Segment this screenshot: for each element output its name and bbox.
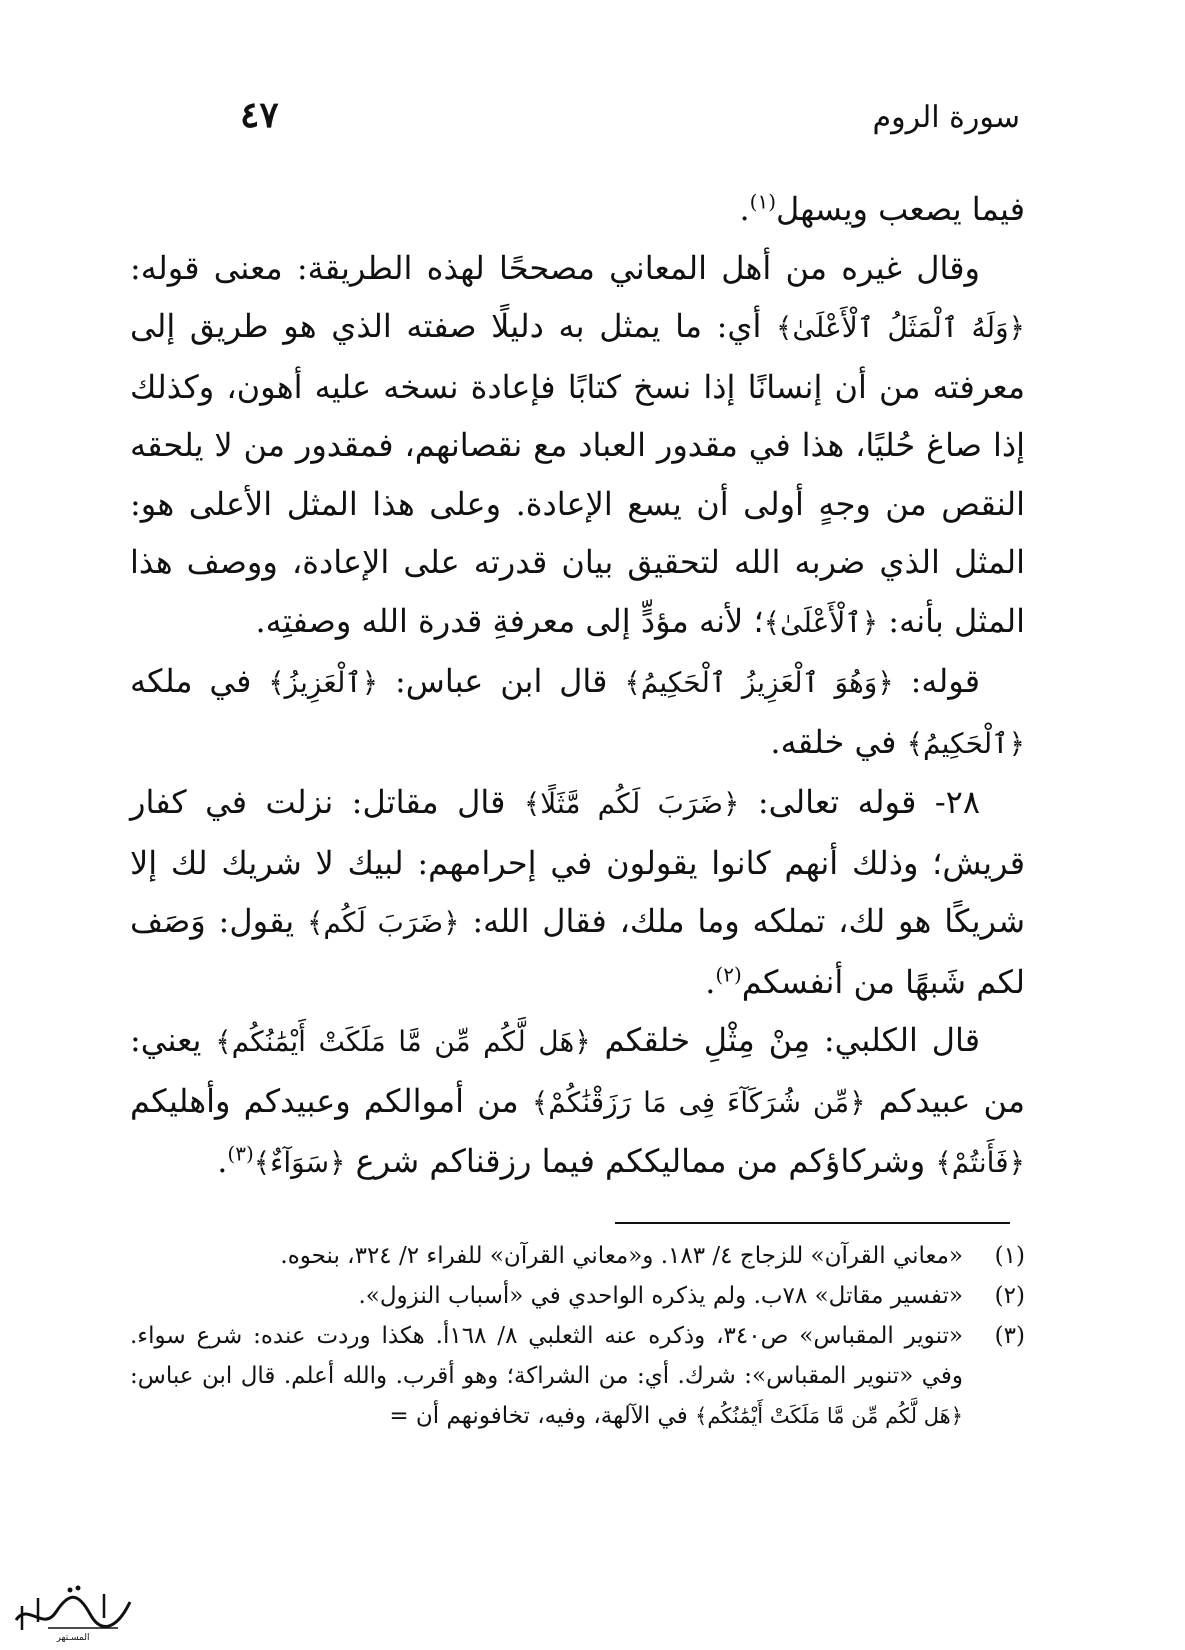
text-segment: قال ابن عباس: xyxy=(395,662,608,700)
page-number: ٤٧ xyxy=(240,94,279,136)
text-segment: وقال غيره من أهل المعاني مصححًا لهذه الطريقة: معنى قوله: xyxy=(130,248,980,287)
quran-quote: ﴿مِّن شُرَكَآءَ فِى مَا رَزَقْنَٰكُمْ﴾ xyxy=(531,1085,866,1119)
text-segment: يعني: من عبيدكم xyxy=(130,1021,1026,1120)
text-segment: في خلقه. xyxy=(770,722,897,761)
paragraph-2 xyxy=(130,239,1025,653)
text-segment: فيما يصعب ويسهل xyxy=(776,190,1025,228)
footnote-divider xyxy=(615,1222,1010,1224)
paragraph-5 xyxy=(130,1011,1025,1193)
quran-quote: ﴿فَأَنتُمْ﴾ xyxy=(935,1146,1025,1179)
publisher-logo xyxy=(8,1572,138,1642)
text-segment: من أموالكم وعبيدكم وأهليكم xyxy=(130,1081,519,1120)
footnote-text: في الآلهة، وفيه، تخافونهم أن = xyxy=(389,1403,688,1429)
quran-quote: ﴿هَل لَّكُم مِّن مَّا مَلَكَتْ أَيْمَٰنُكُم﴾ xyxy=(215,1025,591,1058)
quran-quote: ﴿هَل لَّكُم مِّن مَّا مَلَكَتْ أَيْمَٰنُكُم﴾ xyxy=(695,1404,963,1428)
quran-quote: ﴿وَهُوَ ٱلْعَزِيزُ ٱلْحَكِيمُ﴾ xyxy=(624,666,894,699)
text-segment: ؛ لأنه مؤدٍّ إلى معرفةِ قدرة الله وصفتِه. xyxy=(255,601,764,640)
footnote-mark: (١) xyxy=(994,1243,1025,1269)
text-segment: يقول: وَصَف لكم شَبهًا من أنفسكم xyxy=(130,902,1025,1001)
text-segment: أي: ما يمثل به دليلًا صفته الذي هو طريق إلى معرفته من أن إنسانًا إذا نسخ كتابًا فإعادة نسخه عليه أهون، وكذلك إذا صاغ حُليًا، هذا في مقدور العباد مع نقصانهم، فمقدور من لا يلحقه النقص من وجهٍ أولى أن يسع الإعادة. وعلى هذا المثل الأعلى هو: المثل الذي ضربه الله لتحقيق بيان قدرته على الإعادة، ووصف هذا المثل بأنه: xyxy=(130,307,1025,640)
text-segment: . xyxy=(217,1142,228,1180)
footnote-mark: (٢) xyxy=(994,1283,1025,1309)
quran-quote: ﴿سَوَآءٌ﴾ xyxy=(253,1146,346,1179)
text-segment: ٢٨- قوله تعالى: xyxy=(757,783,981,821)
footnote-mark: (٣) xyxy=(994,1323,1025,1349)
paragraph-4 xyxy=(130,773,1025,1011)
footnote-text: «معاني القرآن» للزجاج ٤/ ١٨٣. و«معاني القرآن» للفراء ٢/ ٣٢٤، بنحوه. xyxy=(280,1243,963,1269)
quran-quote: ﴿ضَرَبَ لَكُم﴾ xyxy=(307,906,460,939)
page-header xyxy=(170,94,1020,150)
footnote-text: «تنوير المقباس» ص٣٤٠، وذكره عنه الثعلبي ٨/ ١٦٨أ. هكذا وردت عنده: شرع سواء. وفي «تنوير المقباس»: شرك. أي: من الشراكة؛ وهو أقرب. والله أعلم. قال ابن عباس: xyxy=(130,1323,963,1389)
footnote-text: «تفسير مقاتل» ٧٨ب. ولم يذكره الواحدي في «أسباب النزول». xyxy=(358,1283,963,1309)
quran-quote: ﴿ٱلْعَزِيزُ﴾ xyxy=(268,666,379,699)
footnote-ref-1[interactable]: (١) xyxy=(749,189,777,214)
main-text xyxy=(130,180,1025,1193)
quran-quote: ﴿ٱلْأَعْلَىٰ﴾ xyxy=(763,605,879,639)
quran-quote: ﴿ضَرَبَ لَكُم مَّثَلًا﴾ xyxy=(523,787,740,820)
quran-quote: ﴿وَلَهُ ٱلْمَثَلُ ٱلْأَعْلَىٰ﴾ xyxy=(775,311,1026,344)
quran-quote: ﴿ٱلْحَكِيمُ﴾ xyxy=(906,726,1025,760)
text-segment: قوله: xyxy=(910,662,981,700)
footnote-3 xyxy=(130,1316,1025,1436)
logo-text: المسـتهر xyxy=(56,1633,90,1642)
text-segment: قال الكلبي: مِنْ مِثْلِ خلقكم xyxy=(604,1021,981,1059)
text-segment: . xyxy=(739,190,750,228)
text-segment: . xyxy=(705,962,716,1001)
footnote-ref-3[interactable]: (٣) xyxy=(227,1141,254,1166)
text-segment: في ملكه xyxy=(130,662,252,700)
surah-name: سورة الروم xyxy=(872,100,1020,135)
paragraph-1 xyxy=(130,180,1025,239)
footnote-1 xyxy=(130,1236,1025,1276)
paragraph-3 xyxy=(130,652,1025,773)
text-segment: وشركاؤكم من مماليككم فيما رزقناكم شرع xyxy=(355,1142,926,1180)
footnote-ref-2[interactable]: (٢) xyxy=(715,961,742,986)
footnotes xyxy=(130,1236,1025,1436)
footnote-2 xyxy=(130,1276,1025,1316)
text-segment: قال مقاتل: نزلت في كفار قريش؛ وذلك أنهم كانوا يقولون في إحرامهم: لبيك لا شريك لك إلا شريكًا هو لك، تملكه وما ملك، فقال الله: xyxy=(130,783,1026,940)
